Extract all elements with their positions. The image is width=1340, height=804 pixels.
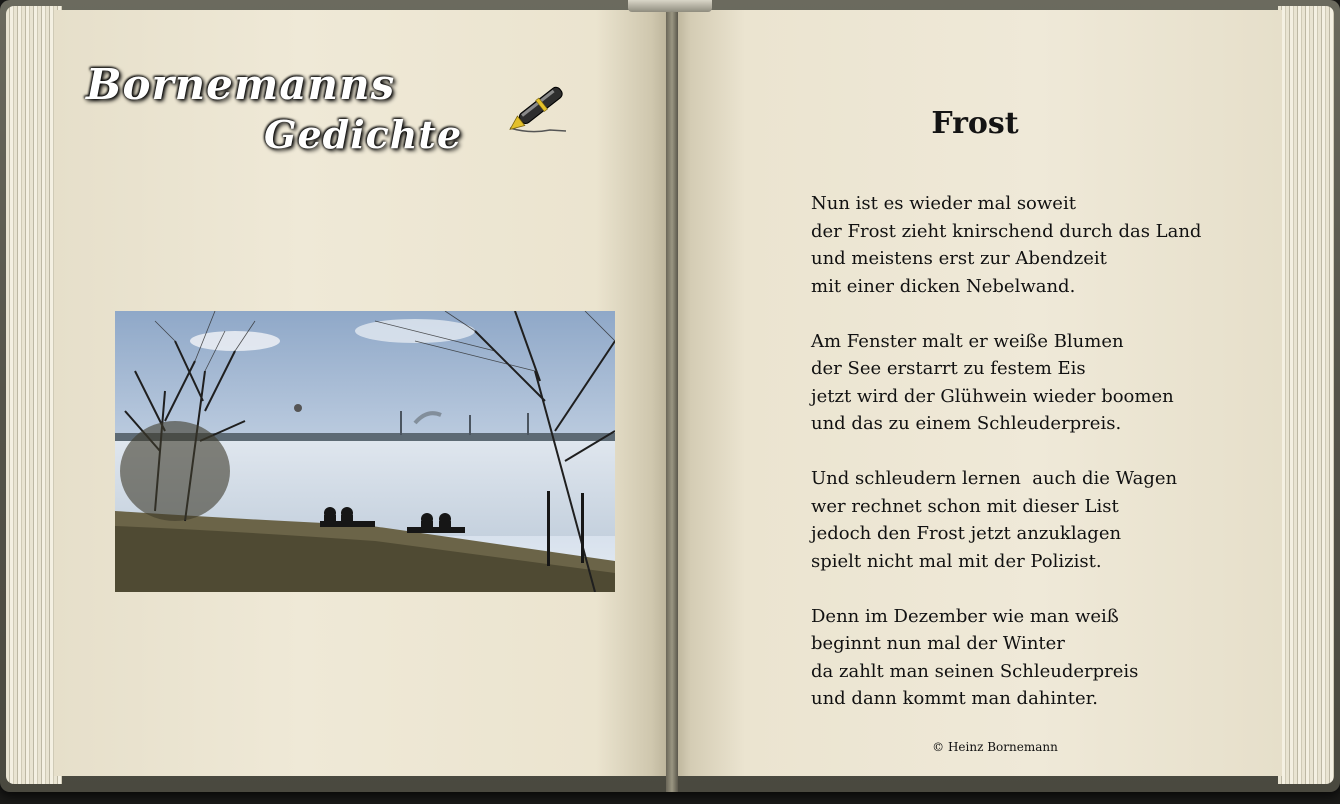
logo-line-1: Bornemanns (86, 60, 396, 109)
page-stack-right (1278, 6, 1334, 784)
poem-line: der See erstarrt zu festem Eis (811, 358, 1086, 379)
poem-line: spielt nicht mal mit der Polizist. (811, 550, 1102, 572)
poem-line: Nun ist es wieder mal soweit (811, 193, 1076, 214)
stanza (811, 190, 1261, 300)
poem-line: mit einer dicken Nebelwand. (811, 275, 1076, 297)
logo-line-2: Gedichte (264, 112, 463, 157)
poem-line: und meistens erst zur Abendzeit (811, 248, 1107, 269)
poem-line: wer rechnet schon mit dieser List (811, 495, 1119, 517)
stanza (811, 603, 1261, 713)
poem-line: und dann kommt man dahinter. (811, 688, 1098, 709)
book-spine (666, 0, 678, 792)
poem-line: Denn im Dezember wie man weiß (811, 605, 1119, 627)
poem-line: jetzt wird der Glühwein wieder boomen (811, 385, 1174, 407)
spine-clip (628, 0, 712, 12)
poem-body (811, 190, 1261, 740)
poem-line: Und schleudern lernen auch die Wagen (811, 468, 1178, 489)
copyright-notice: © Heinz Bornemann (932, 740, 1058, 754)
stanza (811, 465, 1261, 575)
winter-lake-photo (115, 311, 615, 592)
stanza (811, 328, 1261, 438)
poem-line: jedoch den Frost jetzt anzuklagen (811, 523, 1122, 544)
poem-title: Frost (931, 106, 1019, 141)
fountain-pen-icon (500, 76, 578, 140)
poem-line: und das zu einem Schleuderpreis. (811, 413, 1122, 434)
poem-line: Am Fenster malt er weiße Blumen (811, 330, 1124, 352)
poem-line: beginnt nun mal der Winter (811, 633, 1065, 654)
poem-line: der Frost zieht knirschend durch das Land (811, 220, 1202, 242)
poem-line: da zahlt man seinen Schleuderpreis (811, 660, 1139, 682)
